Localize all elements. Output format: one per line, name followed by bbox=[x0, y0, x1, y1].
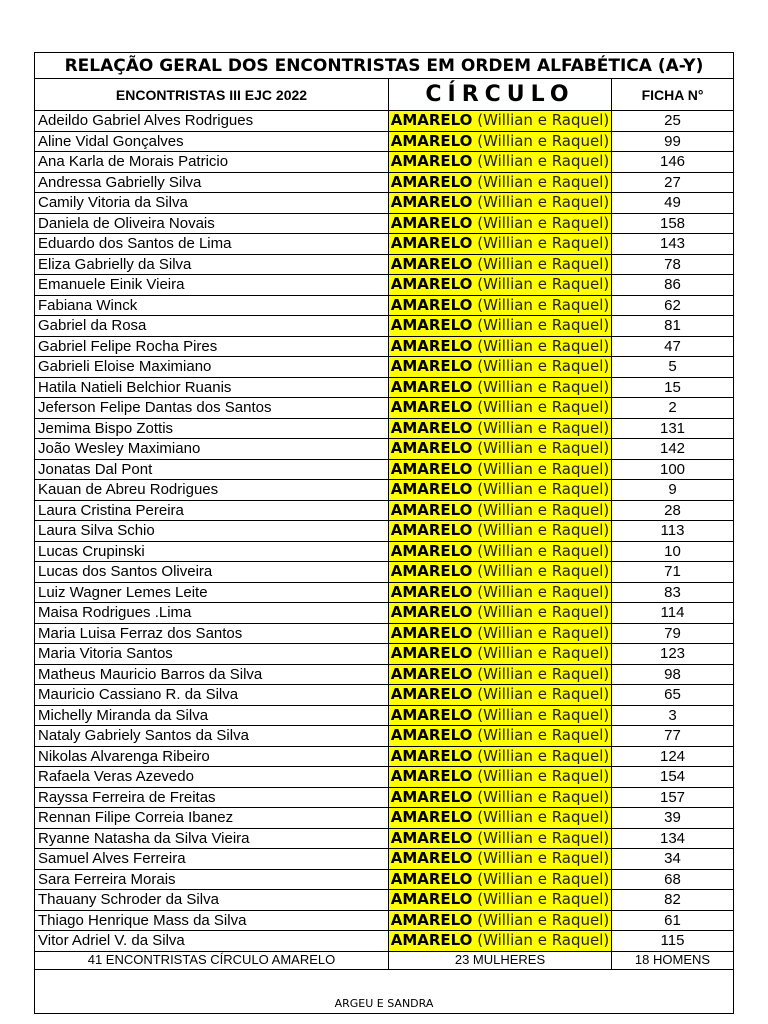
table-row bbox=[35, 152, 734, 173]
table-row bbox=[35, 931, 734, 952]
ficha-number: 99 bbox=[612, 131, 734, 152]
circle-cell bbox=[389, 767, 612, 788]
circle-cell bbox=[389, 377, 612, 398]
circle-label: AMARELO bbox=[390, 541, 473, 560]
ficha-number: 61 bbox=[612, 910, 734, 931]
circle-leaders: (Willian e Raquel) bbox=[477, 808, 610, 827]
circle-label: AMARELO bbox=[390, 459, 473, 478]
ficha-number: 71 bbox=[612, 562, 734, 583]
circle-label: AMARELO bbox=[390, 685, 473, 704]
table-row bbox=[35, 685, 734, 706]
circle-leaders: (Willian e Raquel) bbox=[477, 172, 610, 191]
encontrista-name: Emanuele Einik Vieira bbox=[35, 275, 389, 296]
encontrista-name: Lucas dos Santos Oliveira bbox=[35, 562, 389, 583]
circle-leaders: (Willian e Raquel) bbox=[477, 623, 610, 642]
circle-leaders: (Willian e Raquel) bbox=[477, 152, 610, 171]
header-ficha: FICHA N° bbox=[612, 79, 734, 111]
circle-leaders: (Willian e Raquel) bbox=[477, 664, 610, 683]
circle-label: AMARELO bbox=[390, 357, 473, 376]
circle-leaders: (Willian e Raquel) bbox=[477, 849, 610, 868]
circle-cell bbox=[389, 562, 612, 583]
ficha-number: 78 bbox=[612, 254, 734, 275]
table-row bbox=[35, 623, 734, 644]
circle-leaders: (Willian e Raquel) bbox=[477, 439, 610, 458]
circle-label: AMARELO bbox=[390, 111, 473, 130]
circle-leaders: (Willian e Raquel) bbox=[477, 644, 610, 663]
circle-label: AMARELO bbox=[390, 910, 473, 929]
circle-label: AMARELO bbox=[390, 316, 473, 335]
circle-cell bbox=[389, 890, 612, 911]
circle-cell bbox=[389, 398, 612, 419]
encontrista-name: Sara Ferreira Morais bbox=[35, 869, 389, 890]
encontrista-name: Samuel Alves Ferreira bbox=[35, 849, 389, 870]
ficha-number: 10 bbox=[612, 541, 734, 562]
circle-leaders: (Willian e Raquel) bbox=[477, 336, 610, 355]
encontrista-name: Luiz Wagner Lemes Leite bbox=[35, 582, 389, 603]
ficha-number: 100 bbox=[612, 459, 734, 480]
title-row bbox=[35, 53, 734, 79]
circle-cell bbox=[389, 111, 612, 132]
table-row bbox=[35, 254, 734, 275]
ficha-number: 3 bbox=[612, 705, 734, 726]
table-row bbox=[35, 480, 734, 501]
encontrista-name: Jeferson Felipe Dantas dos Santos bbox=[35, 398, 389, 419]
circle-label: AMARELO bbox=[390, 152, 473, 171]
header-circulo: CÍRCULO bbox=[389, 79, 612, 111]
circle-label: AMARELO bbox=[390, 172, 473, 191]
encontrista-name: Thiago Henrique Mass da Silva bbox=[35, 910, 389, 931]
ficha-number: 143 bbox=[612, 234, 734, 255]
circle-cell bbox=[389, 931, 612, 952]
table-row bbox=[35, 213, 734, 234]
encontrista-name: Nataly Gabriely Santos da Silva bbox=[35, 726, 389, 747]
circle-cell bbox=[389, 910, 612, 931]
ficha-number: 123 bbox=[612, 644, 734, 665]
ficha-number: 5 bbox=[612, 357, 734, 378]
circle-cell bbox=[389, 644, 612, 665]
circle-cell bbox=[389, 705, 612, 726]
ficha-number: 134 bbox=[612, 828, 734, 849]
encontrista-name: Maisa Rodrigues .Lima bbox=[35, 603, 389, 624]
table-row bbox=[35, 521, 734, 542]
circle-leaders: (Willian e Raquel) bbox=[477, 398, 610, 417]
circle-leaders: (Willian e Raquel) bbox=[477, 828, 610, 847]
encontrista-name: Adeildo Gabriel Alves Rodrigues bbox=[35, 111, 389, 132]
circle-leaders: (Willian e Raquel) bbox=[477, 316, 610, 335]
table-row bbox=[35, 377, 734, 398]
circle-label: AMARELO bbox=[390, 746, 473, 765]
circle-label: AMARELO bbox=[390, 439, 473, 458]
ficha-number: 79 bbox=[612, 623, 734, 644]
encontrista-name: Rayssa Ferreira de Freitas bbox=[35, 787, 389, 808]
circle-label: AMARELO bbox=[390, 705, 473, 724]
table-row bbox=[35, 746, 734, 767]
encontrista-name: Maria Vitoria Santos bbox=[35, 644, 389, 665]
circle-cell bbox=[389, 234, 612, 255]
circle-label: AMARELO bbox=[390, 500, 473, 519]
circle-cell bbox=[389, 459, 612, 480]
circle-label: AMARELO bbox=[390, 644, 473, 663]
encontristas-table bbox=[34, 52, 734, 1014]
circle-leaders: (Willian e Raquel) bbox=[477, 193, 610, 212]
encontrista-name: Hatila Natieli Belchior Ruanis bbox=[35, 377, 389, 398]
circle-cell bbox=[389, 480, 612, 501]
circle-label: AMARELO bbox=[390, 623, 473, 642]
page-title bbox=[35, 53, 734, 79]
circle-label: AMARELO bbox=[390, 767, 473, 786]
circle-cell bbox=[389, 603, 612, 624]
circle-label: AMARELO bbox=[390, 603, 473, 622]
table-row bbox=[35, 439, 734, 460]
ficha-number: 83 bbox=[612, 582, 734, 603]
circle-leaders: (Willian e Raquel) bbox=[477, 562, 610, 581]
ficha-number: 62 bbox=[612, 295, 734, 316]
table-row bbox=[35, 808, 734, 829]
table-row bbox=[35, 398, 734, 419]
encontrista-name: Aline Vidal Gonçalves bbox=[35, 131, 389, 152]
circle-leaders: (Willian e Raquel) bbox=[477, 521, 610, 540]
ficha-number: 82 bbox=[612, 890, 734, 911]
encontrista-name: Gabriel Felipe Rocha Pires bbox=[35, 336, 389, 357]
ficha-number: 113 bbox=[612, 521, 734, 542]
circle-label: AMARELO bbox=[390, 521, 473, 540]
table-row bbox=[35, 459, 734, 480]
table-row bbox=[35, 131, 734, 152]
circle-label: AMARELO bbox=[390, 213, 473, 232]
table-row bbox=[35, 603, 734, 624]
circle-label: AMARELO bbox=[390, 664, 473, 683]
encontrista-name: Nikolas Alvarenga Ribeiro bbox=[35, 746, 389, 767]
encontrista-name: Matheus Mauricio Barros da Silva bbox=[35, 664, 389, 685]
ficha-number: 157 bbox=[612, 787, 734, 808]
ficha-number: 65 bbox=[612, 685, 734, 706]
circle-label: AMARELO bbox=[390, 480, 473, 499]
table-body bbox=[35, 53, 734, 1014]
circle-cell bbox=[389, 685, 612, 706]
circle-leaders: (Willian e Raquel) bbox=[477, 582, 610, 601]
circle-leaders: (Willian e Raquel) bbox=[477, 357, 610, 376]
circle-cell bbox=[389, 623, 612, 644]
circle-leaders: (Willian e Raquel) bbox=[477, 746, 610, 765]
table-row bbox=[35, 562, 734, 583]
ficha-number: 2 bbox=[612, 398, 734, 419]
encontrista-name: João Wesley Maximiano bbox=[35, 439, 389, 460]
encontrista-name: Laura Cristina Pereira bbox=[35, 500, 389, 521]
circle-cell bbox=[389, 418, 612, 439]
circle-label: AMARELO bbox=[390, 131, 473, 150]
circle-label: AMARELO bbox=[390, 828, 473, 847]
table-row bbox=[35, 316, 734, 337]
table-row bbox=[35, 111, 734, 132]
circle-leaders: (Willian e Raquel) bbox=[477, 869, 610, 888]
circle-cell bbox=[389, 869, 612, 890]
circle-leaders: (Willian e Raquel) bbox=[477, 705, 610, 724]
table-row bbox=[35, 869, 734, 890]
circle-cell bbox=[389, 828, 612, 849]
ficha-number: 158 bbox=[612, 213, 734, 234]
encontrista-name: Mauricio Cassiano R. da Silva bbox=[35, 685, 389, 706]
ficha-number: 27 bbox=[612, 172, 734, 193]
encontrista-name: Eliza Gabrielly da Silva bbox=[35, 254, 389, 275]
table-row bbox=[35, 890, 734, 911]
circle-label: AMARELO bbox=[390, 890, 473, 909]
circle-leaders: (Willian e Raquel) bbox=[477, 213, 610, 232]
circle-leaders: (Willian e Raquel) bbox=[477, 131, 610, 150]
circle-cell bbox=[389, 439, 612, 460]
circle-cell bbox=[389, 336, 612, 357]
summary-men: 18 HOMENS bbox=[612, 951, 734, 969]
encontrista-name: Lucas Crupinski bbox=[35, 541, 389, 562]
ficha-number: 154 bbox=[612, 767, 734, 788]
circle-cell bbox=[389, 746, 612, 767]
table-row bbox=[35, 828, 734, 849]
ficha-number: 86 bbox=[612, 275, 734, 296]
circle-label: AMARELO bbox=[390, 849, 473, 868]
circle-label: AMARELO bbox=[390, 808, 473, 827]
encontrista-name: Jonatas Dal Pont bbox=[35, 459, 389, 480]
circle-cell bbox=[389, 664, 612, 685]
circle-leaders: (Willian e Raquel) bbox=[477, 890, 610, 909]
table-row bbox=[35, 336, 734, 357]
circle-cell bbox=[389, 521, 612, 542]
encontrista-name: Jemima Bispo Zottis bbox=[35, 418, 389, 439]
encontrista-name: Gabrieli Eloise Maximiano bbox=[35, 357, 389, 378]
table-row bbox=[35, 500, 734, 521]
circle-label: AMARELO bbox=[390, 398, 473, 417]
circle-label: AMARELO bbox=[390, 336, 473, 355]
circle-cell bbox=[389, 172, 612, 193]
circle-cell bbox=[389, 131, 612, 152]
circle-leaders: (Willian e Raquel) bbox=[477, 910, 610, 929]
circle-cell bbox=[389, 213, 612, 234]
ficha-number: 15 bbox=[612, 377, 734, 398]
circle-cell bbox=[389, 726, 612, 747]
circle-cell bbox=[389, 357, 612, 378]
circle-cell bbox=[389, 849, 612, 870]
encontrista-name: Daniela de Oliveira Novais bbox=[35, 213, 389, 234]
ficha-number: 115 bbox=[612, 931, 734, 952]
circle-label: AMARELO bbox=[390, 418, 473, 437]
ficha-number: 142 bbox=[612, 439, 734, 460]
table-row bbox=[35, 541, 734, 562]
circle-leaders: (Willian e Raquel) bbox=[477, 500, 610, 519]
circle-leaders: (Willian e Raquel) bbox=[477, 459, 610, 478]
ficha-number: 49 bbox=[612, 193, 734, 214]
encontrista-name: Maria Luisa Ferraz dos Santos bbox=[35, 623, 389, 644]
encontrista-name: Rafaela Veras Azevedo bbox=[35, 767, 389, 788]
circle-label: AMARELO bbox=[390, 582, 473, 601]
table-row bbox=[35, 193, 734, 214]
header-encontristas: ENCONTRISTAS III EJC 2022 bbox=[35, 79, 389, 111]
ficha-number: 131 bbox=[612, 418, 734, 439]
circle-cell bbox=[389, 808, 612, 829]
ficha-number: 68 bbox=[612, 869, 734, 890]
table-row bbox=[35, 849, 734, 870]
table-row bbox=[35, 726, 734, 747]
circle-cell bbox=[389, 152, 612, 173]
ficha-number: 39 bbox=[612, 808, 734, 829]
summary-women: 23 MULHERES bbox=[389, 951, 612, 969]
circle-leaders: (Willian e Raquel) bbox=[477, 787, 610, 806]
table-row bbox=[35, 664, 734, 685]
footer-signature: ARGEU E SANDRA bbox=[35, 969, 734, 1013]
encontrista-name: Camily Vitoria da Silva bbox=[35, 193, 389, 214]
circle-label: AMARELO bbox=[390, 193, 473, 212]
encontrista-name: Eduardo dos Santos de Lima bbox=[35, 234, 389, 255]
circle-leaders: (Willian e Raquel) bbox=[477, 295, 610, 314]
circle-leaders: (Willian e Raquel) bbox=[477, 234, 610, 253]
circle-leaders: (Willian e Raquel) bbox=[477, 726, 610, 745]
ficha-number: 98 bbox=[612, 664, 734, 685]
circle-label: AMARELO bbox=[390, 275, 473, 294]
ficha-number: 28 bbox=[612, 500, 734, 521]
table-row bbox=[35, 644, 734, 665]
encontrista-name: Michelly Miranda da Silva bbox=[35, 705, 389, 726]
encontrista-name: Thauany Schroder da Silva bbox=[35, 890, 389, 911]
table-row bbox=[35, 172, 734, 193]
encontrista-name: Andressa Gabrielly Silva bbox=[35, 172, 389, 193]
ficha-number: 81 bbox=[612, 316, 734, 337]
page-title-text: RELAÇÃO GERAL DOS ENCONTRISTAS EM ORDEM ALFABÉTICA (A-Y) bbox=[64, 55, 704, 76]
circle-label: AMARELO bbox=[390, 931, 473, 950]
circle-label: AMARELO bbox=[390, 726, 473, 745]
circle-label: AMARELO bbox=[390, 562, 473, 581]
circle-leaders: (Willian e Raquel) bbox=[477, 418, 610, 437]
ficha-number: 77 bbox=[612, 726, 734, 747]
table-row bbox=[35, 357, 734, 378]
circle-leaders: (Willian e Raquel) bbox=[477, 541, 610, 560]
circle-cell bbox=[389, 582, 612, 603]
circle-label: AMARELO bbox=[390, 234, 473, 253]
circle-leaders: (Willian e Raquel) bbox=[477, 480, 610, 499]
circle-leaders: (Willian e Raquel) bbox=[477, 377, 610, 396]
table-row bbox=[35, 295, 734, 316]
table-row bbox=[35, 234, 734, 255]
encontrista-name: Laura Silva Schio bbox=[35, 521, 389, 542]
table-row bbox=[35, 705, 734, 726]
ficha-number: 146 bbox=[612, 152, 734, 173]
header-row bbox=[35, 79, 734, 111]
table-row bbox=[35, 582, 734, 603]
table-row bbox=[35, 910, 734, 931]
circle-cell bbox=[389, 275, 612, 296]
circle-leaders: (Willian e Raquel) bbox=[477, 275, 610, 294]
circle-label: AMARELO bbox=[390, 377, 473, 396]
circle-leaders: (Willian e Raquel) bbox=[477, 685, 610, 704]
circle-cell bbox=[389, 295, 612, 316]
ficha-number: 34 bbox=[612, 849, 734, 870]
ficha-number: 47 bbox=[612, 336, 734, 357]
circle-leaders: (Willian e Raquel) bbox=[477, 931, 610, 950]
encontrista-name: Ana Karla de Morais Patricio bbox=[35, 152, 389, 173]
table-row bbox=[35, 418, 734, 439]
summary-row bbox=[35, 951, 734, 969]
encontrista-name: Vitor Adriel V. da Silva bbox=[35, 931, 389, 952]
ficha-number: 9 bbox=[612, 480, 734, 501]
encontrista-name: Rennan Filipe Correia Ibanez bbox=[35, 808, 389, 829]
table-row bbox=[35, 787, 734, 808]
circle-cell bbox=[389, 541, 612, 562]
ficha-number: 114 bbox=[612, 603, 734, 624]
summary-total: 41 ENCONTRISTAS CÍRCULO AMARELO bbox=[35, 951, 389, 969]
circle-label: AMARELO bbox=[390, 254, 473, 273]
circle-leaders: (Willian e Raquel) bbox=[477, 767, 610, 786]
ficha-number: 124 bbox=[612, 746, 734, 767]
footer-row bbox=[35, 969, 734, 1013]
table-row bbox=[35, 767, 734, 788]
circle-cell bbox=[389, 254, 612, 275]
circle-label: AMARELO bbox=[390, 787, 473, 806]
table-row bbox=[35, 275, 734, 296]
circle-cell bbox=[389, 193, 612, 214]
circle-leaders: (Willian e Raquel) bbox=[477, 254, 610, 273]
circle-leaders: (Willian e Raquel) bbox=[477, 603, 610, 622]
ficha-number: 25 bbox=[612, 111, 734, 132]
circle-label: AMARELO bbox=[390, 295, 473, 314]
circle-cell bbox=[389, 787, 612, 808]
circle-cell bbox=[389, 316, 612, 337]
circle-label: AMARELO bbox=[390, 869, 473, 888]
circle-leaders: (Willian e Raquel) bbox=[477, 111, 610, 130]
encontrista-name: Kauan de Abreu Rodrigues bbox=[35, 480, 389, 501]
encontrista-name: Ryanne Natasha da Silva Vieira bbox=[35, 828, 389, 849]
encontrista-name: Gabriel da Rosa bbox=[35, 316, 389, 337]
encontrista-name: Fabiana Winck bbox=[35, 295, 389, 316]
circle-cell bbox=[389, 500, 612, 521]
